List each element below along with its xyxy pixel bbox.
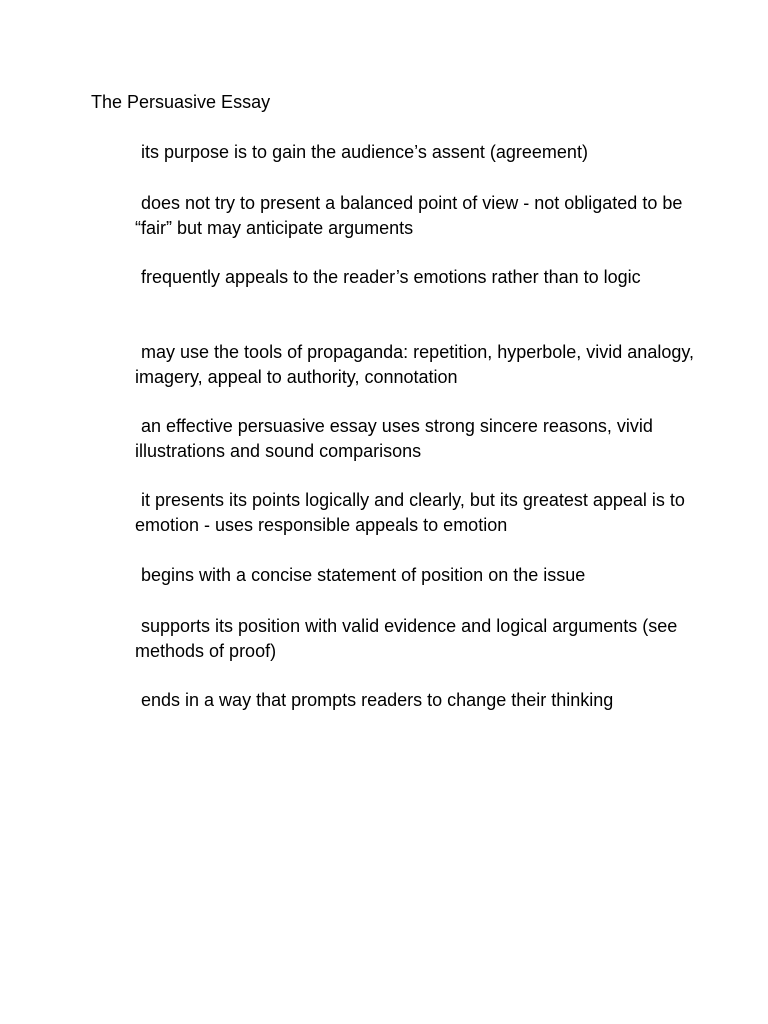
list-item: supports its position with valid evidence and logical arguments (see methods of proof) bbox=[135, 616, 678, 661]
page-title: The Persuasive Essay bbox=[91, 92, 271, 112]
list-item: may use the tools of propaganda: repetition, hyperbole, vivid analogy, imagery, appeal to authority, connotation bbox=[135, 342, 695, 387]
list-item: it presents its points logically and clearly, but its greatest appeal is to emotion - uses responsible appeals to emotion bbox=[135, 490, 685, 535]
list-item: ends in a way that prompts readers to change their thinking bbox=[141, 690, 614, 710]
list-item: frequently appeals to the reader’s emotions rather than to logic bbox=[141, 267, 641, 287]
list-item: an effective persuasive essay uses strong sincere reasons, vivid illustrations and sound comparisons bbox=[135, 416, 653, 461]
list-item: its purpose is to gain the audience’s assent (agreement) bbox=[141, 142, 588, 162]
list-item: begins with a concise statement of position on the issue bbox=[141, 565, 586, 585]
list-item: does not try to present a balanced point of view - not obligated to be “fair” but may anticipate arguments bbox=[135, 193, 683, 238]
